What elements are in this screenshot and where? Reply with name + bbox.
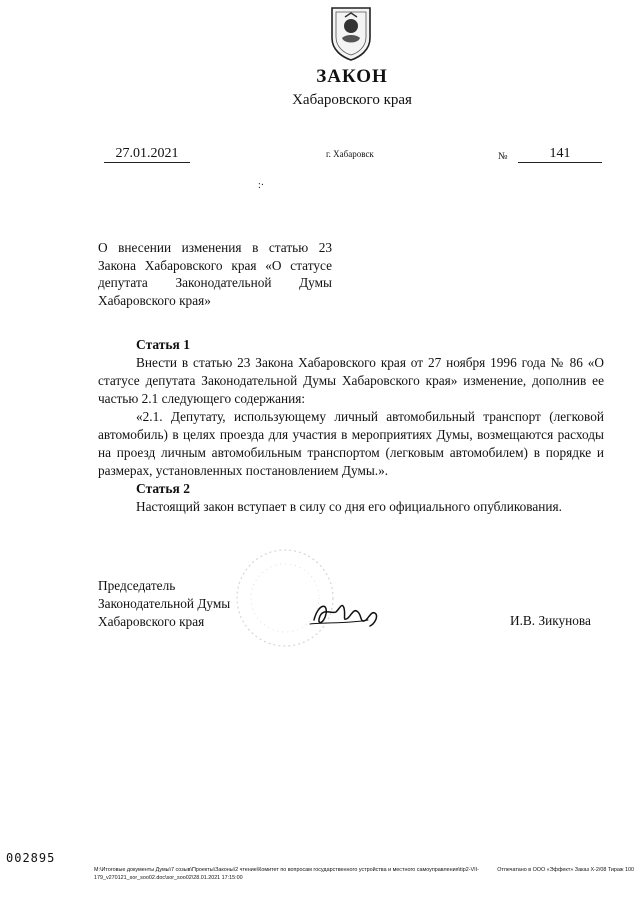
article-2-heading: Статья 2 [136, 481, 190, 496]
handwritten-signature [306, 594, 386, 634]
print-note: Отпечатано в ООО «Эффект» Заказ Х-2/08 Тираж 100 [497, 867, 634, 873]
file-path-line: M:\Итоговые документы Думы\7 созыв\Проекты\Законы\2 чтение\Комитет по вопросам государственного устройства и местного самоуправления\tip2-VII- [94, 867, 479, 873]
file-path [94, 866, 479, 882]
file-path-line: 179_v270121_sor_soo02.doc\sor_soo02\28.01.2021 17:15:00 [94, 875, 243, 881]
document-title: ЗАКОН [316, 66, 388, 87]
document-number: 141 [518, 146, 602, 163]
subject-line: депутата Законодательной Думы [98, 275, 332, 290]
position-line: Законодательной Думы [98, 596, 231, 611]
position-line: Председатель [98, 578, 176, 593]
document-subtitle: Хабаровского края [292, 92, 412, 108]
number-label: № [498, 151, 508, 162]
article-1-body [98, 354, 604, 480]
subject-line: Закона Хабаровского края «О статусе [98, 257, 332, 273]
article-2-body: Настоящий закон вступает в силу со дня его официального опубликования. [136, 499, 562, 514]
document-city: г. Хабаровск [326, 149, 374, 159]
signer-name: И.В. Зикунова [510, 613, 591, 628]
stray-marks: :· [258, 180, 265, 191]
document-date: 27.01.2021 [104, 146, 190, 163]
document-code: 002895 [6, 851, 56, 865]
position-line: Хабаровского края [98, 614, 205, 629]
article-1-paragraph: «2.1. Депутату, использующему личный автомобильный транспорт (легковой автомобиль) в целях проезда для участия в мероприятиях Думы, возмещаются расходы на проезд личным автомобильным транспортом (легковым автомобилем) в порядке и размерах, установленных постановлением Думы.». [98, 409, 604, 478]
signatory-position [98, 577, 230, 631]
document-subject [98, 239, 332, 309]
subject-line: Хабаровского края» [98, 292, 211, 308]
article-1-heading: Статья 1 [136, 337, 190, 352]
subject-line: О внесении изменения в статью 23 [98, 240, 332, 255]
coat-of-arms-emblem [328, 4, 374, 62]
article-1-paragraph: Внести в статью 23 Закона Хабаровского края от 27 ноября 1996 года № 86 «О статусе депутата Законодательной Думы Хабаровского края» изменение, дополнив ее частью 2.1 следующего содержания: [98, 355, 604, 406]
